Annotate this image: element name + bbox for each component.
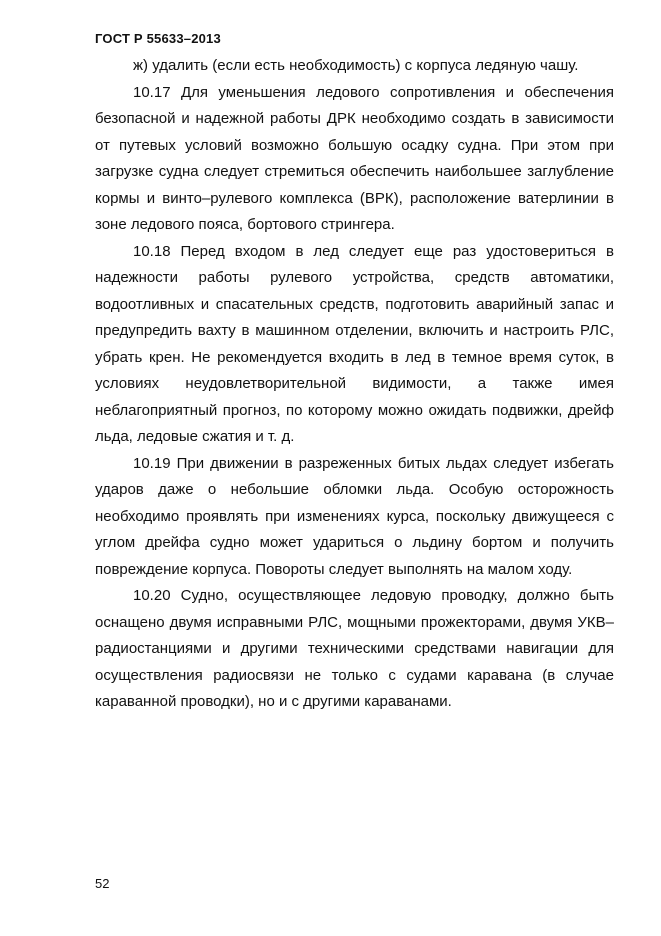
document-body	[95, 53, 614, 716]
paragraph-item-zh: ж) удалить (если есть необходимость) с корпуса ледяную чашу.	[133, 57, 579, 74]
paragraph-10-19: 10.19 При движении в разреженных битых льдах следует избегать ударов даже о небольшие обломки льда. Особую осторожность необходимо проявлять при изменениях курса, поскольку движущееся с углом дрейфа судно может удариться о льдину бортом и получить повреждение корпуса. Повороты следует выполнять на малом ходу.	[95, 454, 614, 578]
paragraph-10-17: 10.17 Для уменьшения ледового сопротивления и обеспечения безопасной и надежной работы ДРК необходимо создать в зависимости от путевых условий возможно большую осадку судна. При этом при загрузке судна следует стремиться обеспечить наибольшее заглубление кормы и винто–рулевого комплекса (ВРК), расположение ватерлинии в зоне ледового пояса, бортового стрингера.	[95, 83, 614, 233]
paragraph-10-18: 10.18 Перед входом в лед следует еще раз удостовериться в надежности работы рулевого устройства, средств автоматики, водоотливных и спасательных средств, подготовить аварийный запас и предупредить вахту в машинном отделении, включить и настроить РЛС, убрать крен. Не рекомендуется входить в лед в темное время суток, в условиях неудовлетворительной видимости, а также имея неблагоприятный прогноз, по которому можно ожидать подвижки, дрейф льда, ледовые сжатия и т. д.	[95, 242, 614, 445]
document-header: ГОСТ Р 55633–2013	[95, 31, 221, 46]
page-number: 52	[95, 876, 110, 891]
paragraph-10-20: 10.20 Судно, осуществляющее ледовую проводку, должно быть оснащено двумя исправными РЛС, мощными прожекторами, двумя УКВ–радиостанциями и другими техническими средствами навигации для осуществления радиосвязи не только с судами каравана (в случае караванной проводки), но и с другими караванами.	[95, 587, 614, 710]
